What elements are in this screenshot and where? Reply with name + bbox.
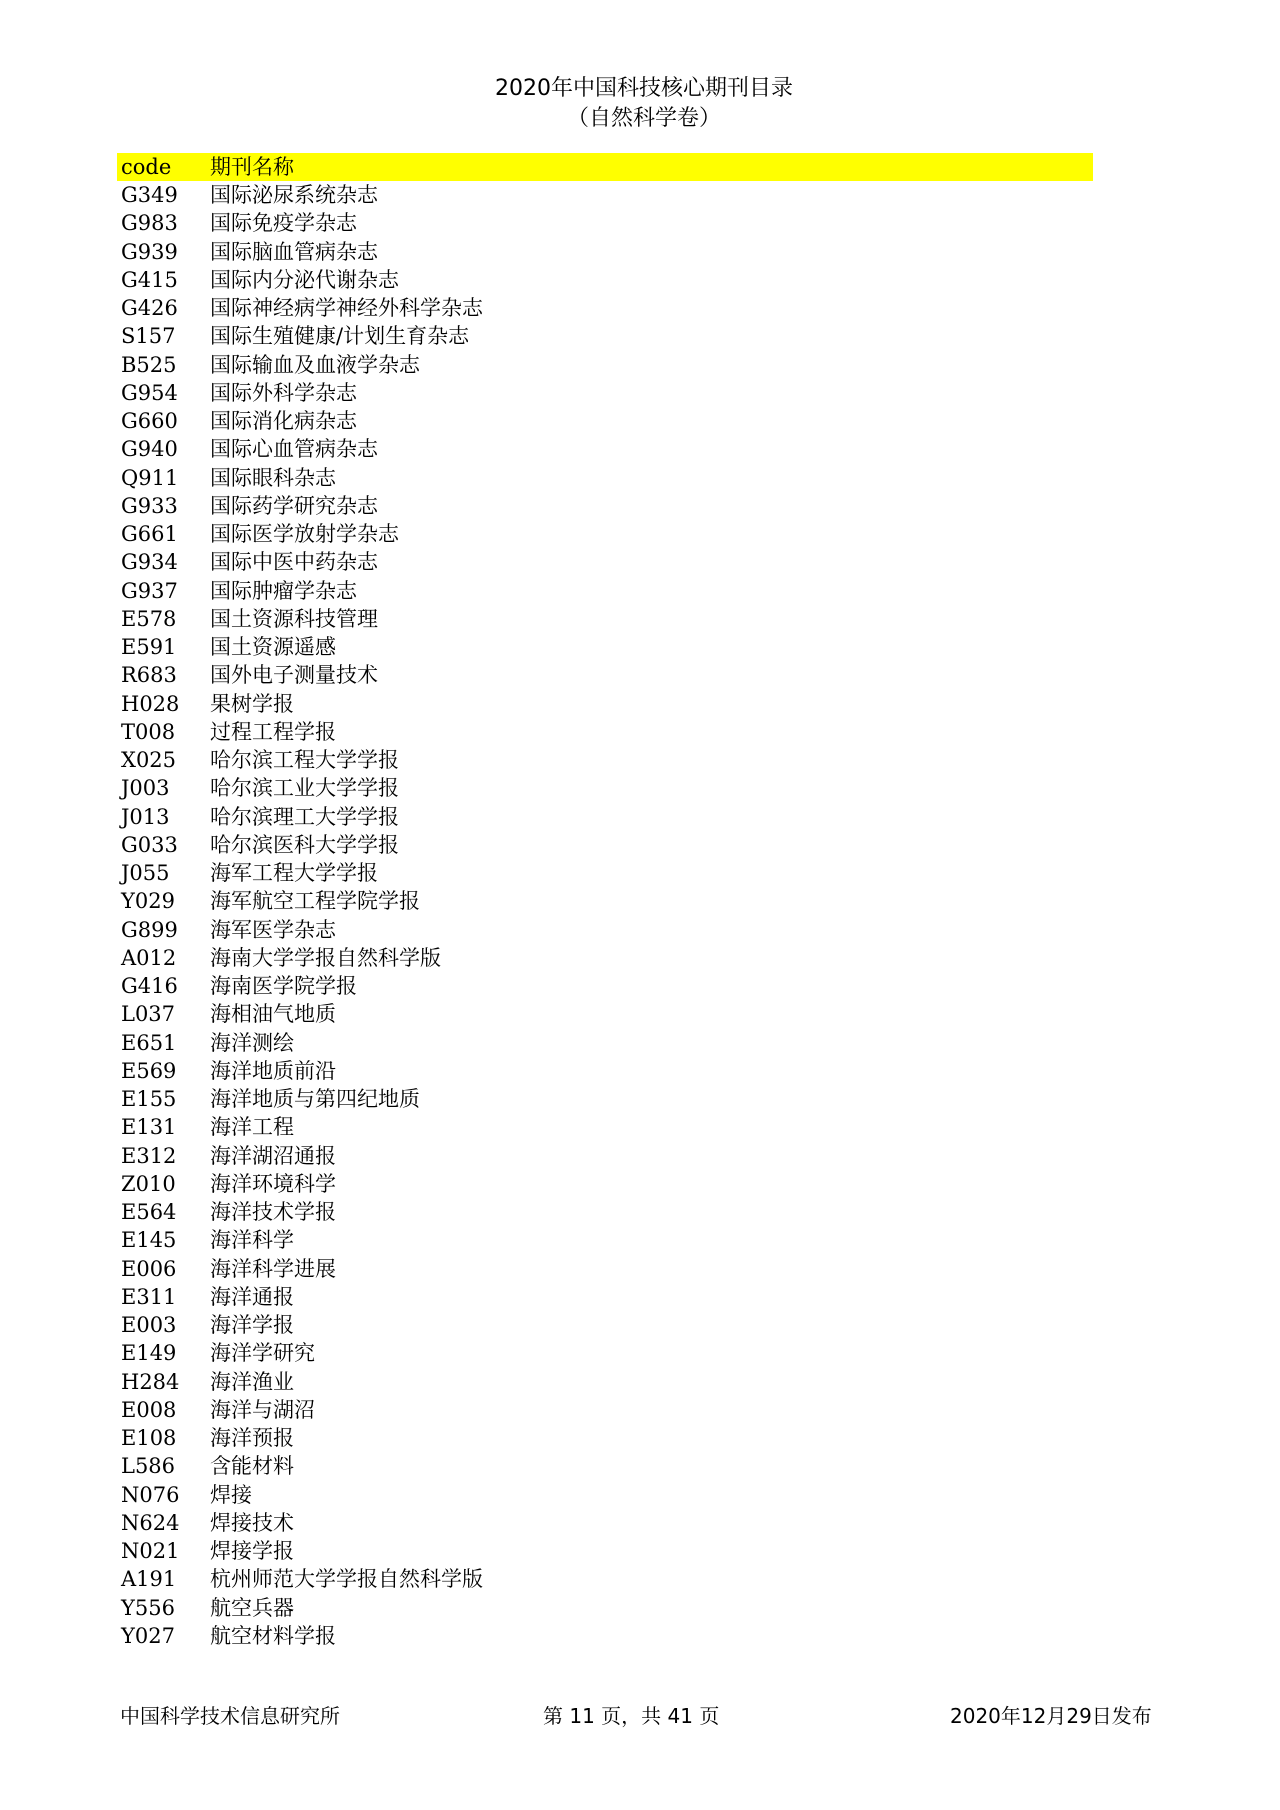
journal-code: N076 xyxy=(121,1482,180,1507)
journal-name: 国际外科学杂志 xyxy=(210,380,357,405)
journal-code: E569 xyxy=(121,1058,177,1083)
journal-code: J003 xyxy=(121,776,170,801)
journal-name: 国际脑血管病杂志 xyxy=(210,239,378,264)
journal-name: 海洋工程 xyxy=(210,1115,294,1140)
journal-name: 海洋技术学报 xyxy=(210,1200,336,1224)
journal-name: 国际药学研究杂志 xyxy=(210,493,378,518)
journal-name: 哈尔滨工程大学学报 xyxy=(210,748,399,772)
journal-code: Y029 xyxy=(121,889,175,914)
journal-name: 国土资源科技管理 xyxy=(210,606,378,631)
table-row xyxy=(117,774,1093,802)
table-row xyxy=(117,690,1093,718)
journal-name: 国土资源遥感 xyxy=(210,635,336,659)
document-header xyxy=(0,74,1280,134)
journal-code: B525 xyxy=(121,352,177,377)
journal-code: H284 xyxy=(121,1369,180,1394)
journal-name: 国际免疫学杂志 xyxy=(210,211,357,236)
journal-name: 含能材料 xyxy=(210,1454,294,1479)
journal-code: G661 xyxy=(121,522,178,546)
journal-name: 海洋渔业 xyxy=(210,1369,294,1394)
journal-code: E003 xyxy=(121,1313,177,1337)
table-row xyxy=(117,1283,1093,1311)
journal-code: G933 xyxy=(121,493,178,518)
journal-code: G983 xyxy=(121,211,178,236)
table-row xyxy=(117,1594,1093,1622)
journal-name: 海洋测绘 xyxy=(210,1030,294,1055)
journal-code: E149 xyxy=(121,1341,177,1366)
journal-code: E578 xyxy=(121,606,177,631)
table-row xyxy=(117,464,1093,492)
table-row xyxy=(117,1057,1093,1085)
journal-name: 海洋科学 xyxy=(210,1228,294,1253)
table-row xyxy=(117,1000,1093,1028)
journal-code: G954 xyxy=(121,380,178,405)
journal-name: 海洋预报 xyxy=(210,1426,294,1450)
journal-code: A191 xyxy=(121,1567,177,1592)
journal-code: E312 xyxy=(121,1143,177,1168)
table-row xyxy=(117,1622,1093,1650)
journal-name: 海军航空工程学院学报 xyxy=(210,889,420,914)
journal-name: 海洋通报 xyxy=(210,1284,294,1309)
journal-name: 航空兵器 xyxy=(210,1595,294,1620)
journal-code: E155 xyxy=(121,1087,177,1111)
footer-publisher: 中国科学技术信息研究所 xyxy=(120,1704,340,1728)
table-row xyxy=(117,1396,1093,1424)
table-row xyxy=(117,1198,1093,1226)
column-header-name: 期刊名称 xyxy=(210,155,294,179)
table-row xyxy=(117,1170,1093,1198)
journal-code: H028 xyxy=(121,691,180,716)
table-row xyxy=(117,1085,1093,1113)
journal-code: E008 xyxy=(121,1397,177,1422)
journal-code: E311 xyxy=(121,1284,177,1309)
journal-name: 海洋地质与第四纪地质 xyxy=(210,1087,420,1111)
journal-code: N021 xyxy=(121,1539,180,1563)
journal-code: E651 xyxy=(121,1030,177,1055)
journal-code: Q911 xyxy=(121,465,179,490)
table-row xyxy=(117,1565,1093,1593)
journal-name: 国际医学放射学杂志 xyxy=(210,522,399,546)
journal-code: G033 xyxy=(121,832,178,857)
table-row xyxy=(117,1339,1093,1367)
journal-name: 哈尔滨工业大学学报 xyxy=(210,776,399,801)
journal-name: 国际泌尿系统杂志 xyxy=(210,183,378,207)
journal-name: 海洋环境科学 xyxy=(210,1171,336,1196)
journal-name: 海南医学院学报 xyxy=(210,974,357,998)
table-row xyxy=(117,718,1093,746)
table-row xyxy=(117,803,1093,831)
table-row xyxy=(117,944,1093,972)
journal-code: X025 xyxy=(121,748,177,772)
journal-code: A012 xyxy=(121,945,177,970)
journal-name: 哈尔滨理工大学学报 xyxy=(210,804,399,829)
journal-code: J013 xyxy=(121,804,170,829)
journal-code: G349 xyxy=(121,183,178,207)
table-row xyxy=(117,1226,1093,1254)
journal-code: G940 xyxy=(121,437,178,462)
journal-name: 国外电子测量技术 xyxy=(210,663,378,688)
journal-code: L586 xyxy=(121,1454,176,1479)
table-row xyxy=(117,1029,1093,1057)
journal-code: G660 xyxy=(121,409,178,433)
table-row xyxy=(117,746,1093,774)
table-row xyxy=(117,1142,1093,1170)
journal-code: R683 xyxy=(121,663,177,688)
journal-code: G937 xyxy=(121,578,178,603)
table-row xyxy=(117,916,1093,944)
journal-name: 国际神经病学神经外科学杂志 xyxy=(210,296,483,320)
table-row xyxy=(117,633,1093,661)
journal-code: G939 xyxy=(121,239,178,264)
journal-name: 杭州师范大学学报自然科学版 xyxy=(210,1567,483,1592)
journal-name: 焊接 xyxy=(210,1482,252,1507)
table-row xyxy=(117,351,1093,379)
table-row xyxy=(117,1509,1093,1537)
journal-name: 海洋学研究 xyxy=(210,1341,315,1366)
table-row xyxy=(117,859,1093,887)
table-row xyxy=(117,379,1093,407)
table-row xyxy=(117,520,1093,548)
journal-name: 海相油气地质 xyxy=(210,1002,336,1027)
table-row xyxy=(117,238,1093,266)
journal-name: 国际生殖健康/计划生育杂志 xyxy=(210,324,470,349)
journal-code: G415 xyxy=(121,267,178,292)
journal-code: G426 xyxy=(121,296,178,320)
journal-name: 焊接学报 xyxy=(210,1539,294,1563)
journal-code: N624 xyxy=(121,1510,180,1535)
journal-name: 国际中医中药杂志 xyxy=(210,550,378,575)
journal-name: 海军工程大学学报 xyxy=(210,861,378,885)
table-row xyxy=(117,1452,1093,1480)
journal-name: 海洋湖沼通报 xyxy=(210,1143,336,1168)
journal-name: 海洋地质前沿 xyxy=(210,1058,336,1083)
journal-table-body xyxy=(117,181,1093,1650)
table-row xyxy=(117,294,1093,322)
table-row xyxy=(117,605,1093,633)
table-row xyxy=(117,1481,1093,1509)
column-header-code: code xyxy=(121,155,172,179)
journal-name: 哈尔滨医科大学学报 xyxy=(210,832,399,857)
journal-code: T008 xyxy=(121,719,176,744)
journal-code: Z010 xyxy=(121,1171,176,1196)
journal-name: 海洋与湖沼 xyxy=(210,1397,315,1422)
journal-code: Y556 xyxy=(121,1595,175,1620)
journal-code: G934 xyxy=(121,550,178,575)
table-header-row xyxy=(117,153,1093,181)
journal-name: 国际输血及血液学杂志 xyxy=(210,352,420,377)
journal-name: 海洋学报 xyxy=(210,1313,294,1337)
table-row xyxy=(117,181,1093,209)
table-row xyxy=(117,548,1093,576)
journal-code: E131 xyxy=(121,1115,177,1140)
table-row xyxy=(117,887,1093,915)
journal-code: S157 xyxy=(121,324,176,349)
table-row xyxy=(117,1255,1093,1283)
journal-code: G899 xyxy=(121,917,178,942)
table-row xyxy=(117,1424,1093,1452)
document-subtitle: （自然科学卷） xyxy=(566,106,721,131)
journal-name: 国际内分泌代谢杂志 xyxy=(210,267,399,292)
journal-name: 国际肿瘤学杂志 xyxy=(210,578,357,603)
table-row xyxy=(117,1311,1093,1339)
journal-code: E564 xyxy=(121,1200,177,1224)
table-row xyxy=(117,322,1093,350)
table-row xyxy=(117,577,1093,605)
table-row xyxy=(117,1368,1093,1396)
footer-page-info: 第 11 页，共 41 页 xyxy=(543,1704,720,1728)
journal-code: J055 xyxy=(121,861,170,885)
journal-name: 海军医学杂志 xyxy=(210,917,336,942)
journal-name: 国际心血管病杂志 xyxy=(210,437,378,462)
table-row xyxy=(117,972,1093,1000)
journal-code: E145 xyxy=(121,1228,177,1253)
journal-code: E108 xyxy=(121,1426,177,1450)
journal-name: 国际眼科杂志 xyxy=(210,465,336,490)
journal-code: G416 xyxy=(121,974,178,998)
table-row xyxy=(117,661,1093,689)
table-row xyxy=(117,209,1093,237)
table-row xyxy=(117,435,1093,463)
table-row xyxy=(117,831,1093,859)
journal-name: 焊接技术 xyxy=(210,1510,294,1535)
journal-code: E006 xyxy=(121,1256,177,1281)
document-title: 2020年中国科技核心期刊目录 xyxy=(495,76,793,101)
table-row xyxy=(117,492,1093,520)
journal-name: 果树学报 xyxy=(210,691,294,716)
footer-release-date: 2020年12月29日发布 xyxy=(950,1704,1152,1728)
journal-code: Y027 xyxy=(121,1623,175,1648)
table-row xyxy=(117,407,1093,435)
journal-name: 过程工程学报 xyxy=(210,719,336,744)
journal-name: 海洋科学进展 xyxy=(210,1256,336,1281)
journal-code: L037 xyxy=(121,1002,176,1027)
journal-name: 航空材料学报 xyxy=(210,1623,336,1648)
journal-name: 海南大学学报自然科学版 xyxy=(210,945,441,970)
journal-code: E591 xyxy=(121,635,177,659)
journal-name: 国际消化病杂志 xyxy=(210,409,357,433)
table-row xyxy=(117,266,1093,294)
table-row xyxy=(117,1113,1093,1141)
table-row xyxy=(117,1537,1093,1565)
